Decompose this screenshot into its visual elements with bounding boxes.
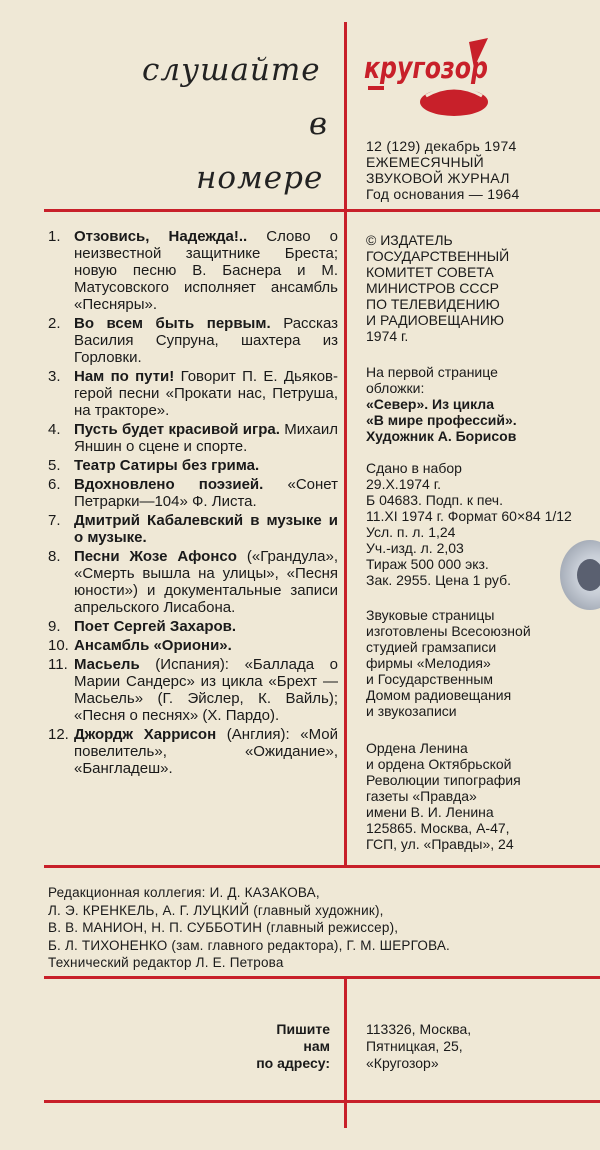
cover-bold-line: «Север». Из цикла bbox=[366, 396, 494, 412]
publisher-line: ПО ТЕЛЕВИДЕНИЮ bbox=[366, 296, 500, 312]
recording-line: и звукозаписи bbox=[366, 703, 457, 719]
header-title-line-3: номере bbox=[196, 160, 324, 196]
publisher-line: КОМИТЕТ СОВЕТА bbox=[366, 264, 494, 280]
print-line: Тираж 500 000 экз. bbox=[366, 556, 489, 572]
recording-line: студией грамзаписи bbox=[366, 639, 497, 655]
list-item: 5. Театр Сатиры без грима. bbox=[48, 457, 260, 474]
list-item: 4. Пусть будет красивой игра. Михаил Яншин о сцене и спорте. bbox=[48, 421, 338, 455]
printer-line: ГСП, ул. «Правды», 24 bbox=[366, 836, 514, 852]
cover-info bbox=[366, 364, 517, 444]
board-line: Технический редактор Л. Е. Петрова bbox=[48, 955, 284, 970]
board-line: Л. Э. КРЕНКЕЛЬ, А. Г. ЛУЦКИЙ (главный художник), bbox=[48, 902, 384, 918]
printer-line: и ордена Октябрьской bbox=[366, 756, 512, 772]
editorial-board bbox=[48, 884, 450, 972]
printer-line: имени В. И. Ленина bbox=[366, 804, 494, 820]
periodicity-line: ЕЖЕМЕСЯЧНЫЙ bbox=[366, 154, 485, 170]
list-item: 11. Масьель (Испания): «Баллада о Марии Сандерс» из цикла «Брехт — Масьель» (Г. Эйслер, К. Вайль); «Песня о песнях» (Х. Пардо). bbox=[48, 656, 338, 724]
contact-label: Пишите нам по адресу: bbox=[256, 1021, 330, 1071]
print-line: Уч.-изд. л. 2,03 bbox=[366, 540, 464, 556]
vertical-rule-address bbox=[344, 978, 347, 1128]
print-line: Зак. 2955. Цена 1 руб. bbox=[366, 572, 511, 588]
publisher-line: И РАДИОВЕЩАНИЮ bbox=[366, 312, 505, 328]
publisher-line: 1974 г. bbox=[366, 328, 409, 344]
printer-line: Революции типография bbox=[366, 772, 521, 788]
board-line: Редакционная коллегия: И. Д. КАЗАКОВА, bbox=[48, 885, 320, 900]
cover-bold-line: «В мире профессий». bbox=[366, 412, 517, 428]
list-item: 7. Дмитрий Кабалевский в музыке и о музыке. bbox=[48, 512, 338, 546]
list-item: 9. Поет Сергей Захаров. bbox=[48, 618, 237, 635]
publication-info bbox=[366, 138, 520, 202]
recording-line: изготовлены Всесоюзной bbox=[366, 623, 531, 639]
krugozor-logo bbox=[364, 38, 514, 124]
cover-intro-line: обложки: bbox=[366, 380, 425, 396]
publisher-block bbox=[366, 232, 509, 344]
horizontal-rule-bottom bbox=[44, 1100, 600, 1103]
print-info bbox=[366, 460, 572, 588]
print-line: Сдано в набор bbox=[366, 460, 462, 476]
list-item: 1. Отзовись, Надежда!.. Слово о неизвестной защитнике Бреста; новую песню В. Баснера и М. Матусовского исполняет ансамбль «Песняры». bbox=[48, 228, 338, 313]
printer-line: 125865. Москва, А-47, bbox=[366, 820, 510, 836]
founded-line: Год основания — 1964 bbox=[366, 186, 520, 202]
disc-hole bbox=[577, 559, 600, 591]
printer-info bbox=[366, 740, 521, 852]
recording-line: Звуковые страницы bbox=[366, 607, 495, 623]
logo-text: кругозор bbox=[364, 51, 488, 85]
contact-address: 113326, Москва, Пятницкая, 25, «Кругозор» bbox=[366, 1021, 472, 1071]
list-item: 2. Во всем быть первым. Рассказ Василия Супруна, шахтера из Горловки. bbox=[48, 315, 338, 366]
list-item: 8. Песни Жозе Афонсо («Грандула», «Смерть вышла на улицы», «Песня юности») и документальные записи апрельского Лисабона. bbox=[48, 548, 339, 616]
print-line: 11.XI 1974 г. Формат 60×84 1/12 bbox=[366, 508, 572, 524]
cover-intro-line: На первой странице bbox=[366, 364, 498, 380]
print-line: 29.X.1974 г. bbox=[366, 476, 442, 492]
journal-type-line: ЗВУКОВОЙ ЖУРНАЛ bbox=[366, 170, 510, 186]
board-line: Б. Л. ТИХОНЕНКО (зам. главного редактора), Г. М. ШЕРГОВА. bbox=[48, 937, 450, 953]
printer-line: газеты «Правда» bbox=[366, 788, 477, 804]
list-item: 10. Ансамбль «Ориони». bbox=[48, 637, 232, 654]
list-item: 3. Нам по пути! Говорит П. Е. Дьяков-герой песни «Прокати нас, Петруша, на тракторе». bbox=[48, 368, 338, 419]
horizontal-rule-top bbox=[44, 209, 600, 212]
publisher-line: МИНИСТРОВ СССР bbox=[366, 280, 499, 296]
cover-bold-line: Художник А. Борисов bbox=[366, 428, 517, 444]
recording-info bbox=[366, 607, 531, 719]
header-title-line-2: в bbox=[309, 106, 329, 142]
publisher-line: © ИЗДАТЕЛЬ bbox=[366, 232, 453, 248]
contents-list bbox=[48, 228, 338, 779]
recording-line: и Государственным bbox=[366, 671, 494, 687]
printer-line: Ордена Ленина bbox=[366, 740, 468, 756]
vertical-rule bbox=[344, 22, 347, 867]
publisher-line: ГОСУДАРСТВЕННЫЙ bbox=[366, 248, 510, 264]
list-item: 12. Джордж Харрисон (Англия): «Мой повелитель», «Ожидание», «Бангладеш». bbox=[48, 726, 338, 777]
issue-line: 12 (129) декабрь 1974 bbox=[366, 138, 517, 154]
print-line: Усл. п. л. 1,24 bbox=[366, 524, 456, 540]
header-title-line-1: слушайте bbox=[142, 52, 321, 88]
recording-line: фирмы «Мелодия» bbox=[366, 655, 491, 671]
horizontal-rule-board-bottom bbox=[44, 976, 600, 979]
recording-line: Домом радиовещания bbox=[366, 687, 512, 703]
list-item: 6. Вдохновлено поэзией. «Сонет Петрарки—104» Ф. Листа. bbox=[48, 476, 338, 510]
horizontal-rule-contents-bottom bbox=[44, 865, 600, 868]
board-line: В. В. МАНИОН, Н. П. СУББОТИН (главный режиссер), bbox=[48, 920, 399, 935]
print-line: Б 04683. Подп. к печ. bbox=[366, 492, 503, 508]
